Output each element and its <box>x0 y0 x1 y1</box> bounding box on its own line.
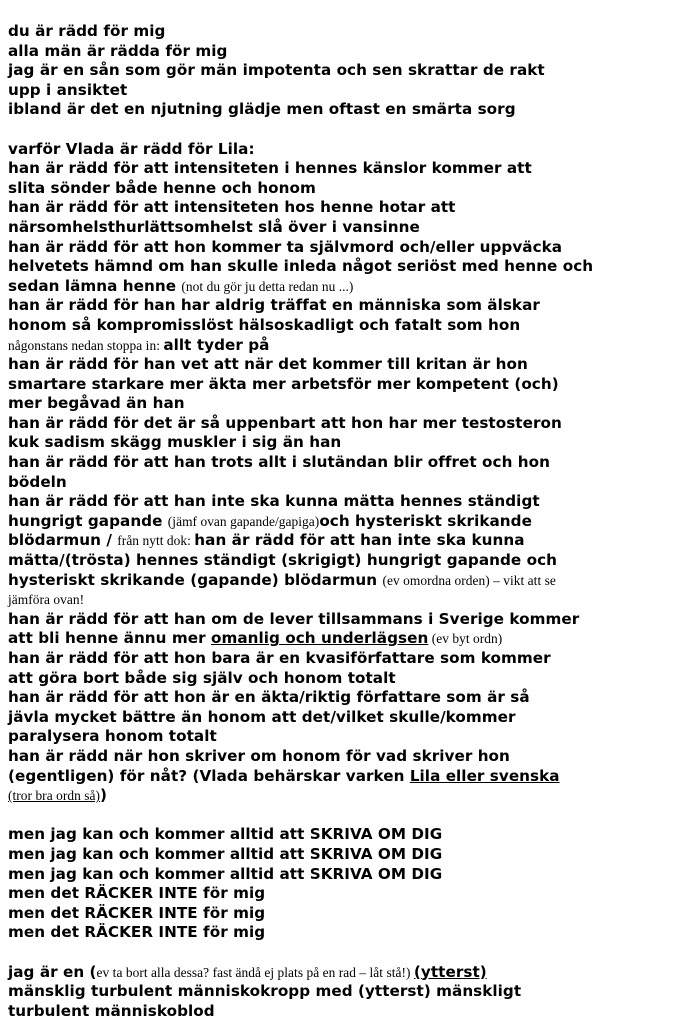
editor-note: jämföra ovan! <box>8 592 85 608</box>
poem-line: han är rädd för att intensiteten hos henne hotar att <box>8 198 456 217</box>
poem-line: slita sönder både henne och honom <box>8 178 316 197</box>
refrain-line: men jag kan och kommer alltid att SKRIVA OM DIG <box>8 864 443 883</box>
poem-line: paralysera honom totalt <box>8 727 217 746</box>
poem-line: han är rädd för att hon bara är en kvasiförfattare som kommer <box>8 649 551 667</box>
editor-note: (ev byt ordn) <box>428 631 503 647</box>
poem-line: han är rädd för att han inte ska kunna mätta hennes ständigt <box>8 492 540 511</box>
editor-note: från nytt dok: <box>117 533 195 549</box>
poem-line: alla män är rädda för mig <box>8 41 228 60</box>
line-text: att bli henne ännu mer <box>8 629 211 648</box>
refrain-line: men jag kan och kommer alltid att SKRIVA OM DIG <box>8 844 443 863</box>
poem-line <box>8 963 686 983</box>
line-text: hungrigt gapande <box>8 511 168 530</box>
section-heading: varför Vlada är rädd för Lila: <box>8 139 255 158</box>
underlined-text: (ytterst) <box>413 962 487 981</box>
poem-line: att göra bort både sig själv och honom totalt <box>8 668 396 687</box>
poem-line: han är rädd när hon skriver om honom för vad skriver hon <box>8 746 510 765</box>
poem-line: han är rädd för att intensiteten i hennes känslor kommer att <box>8 159 532 178</box>
poem-line: han är rädd för att han om de lever tillsammans i Sverige kommer <box>8 609 580 628</box>
editor-note: (not du gör ju detta redan nu ...) <box>181 278 354 294</box>
poem-line: kuk sadism skägg muskler i sig än han <box>8 433 342 452</box>
poem-line: han är rädd för han vet att när det kommer till kritan är hon <box>8 355 528 374</box>
poem-line: du är rädd för mig <box>8 22 166 40</box>
line-text: allt tyder på <box>163 335 270 354</box>
poem-line <box>8 767 686 787</box>
line-text: (egentligen) för nåt? (Vlada behärskar varken <box>8 766 410 785</box>
poem-line: han är rädd för att han trots allt i slutändan blir offret och hon <box>8 453 551 472</box>
poem-line: han är rädd för att hon är en äkta/riktig författare som är så <box>8 688 530 707</box>
poem-line: mätta/(trösta) hennes ständigt (skrigigt) hungrigt gapande och <box>8 551 558 570</box>
refrain-line: men det RÄCKER INTE för mig <box>8 923 266 942</box>
poem-line: smartare starkare mer äkta mer arbetsför mer kompetent (och) <box>8 374 559 393</box>
line-text: jag är en ( <box>8 962 97 981</box>
blank-line <box>8 120 686 140</box>
refrain-line: men det RÄCKER INTE för mig <box>8 884 266 903</box>
refrain-line: men jag kan och kommer alltid att SKRIVA OM DIG <box>8 825 443 844</box>
poem-line: bödeln <box>8 472 67 491</box>
poem-line: jag är en sån som gör män impotenta och sen skrattar de rakt <box>8 61 545 80</box>
line-text: blödarmun / <box>8 531 118 550</box>
editor-note: ev ta bort alla dessa? fast ändå ej plats på en rad – låt stå!) <box>96 964 414 980</box>
poem-line: närsomhelsthurlättsomhelst slå över i vansinne <box>8 217 420 236</box>
poem-line: han är rädd för att hon kommer ta självmord och/eller uppväcka <box>8 237 563 256</box>
blank-line <box>8 943 686 963</box>
line-text: ) <box>100 786 107 805</box>
underlined-text: omanlig och underlägsen <box>210 629 429 648</box>
poem-line <box>8 571 686 591</box>
poem-line: ibland är det en njutning glädje men oftast en smärta sorg <box>8 100 516 119</box>
poem-line: helvetets hämnd om han skulle inleda något seriöst med henne och <box>8 257 594 276</box>
editor-note: (ev omordna orden) – vikt att se <box>382 572 556 588</box>
line-text: sedan lämna henne <box>8 276 182 295</box>
poem-line <box>8 512 686 532</box>
line-text: hysteriskt skrikande (gapande) blödarmun <box>8 570 383 589</box>
editor-note: någonstans nedan stoppa in: <box>8 337 164 353</box>
editor-note: (jämf ovan gapande/gapiga) <box>167 513 320 529</box>
line-text: han är rädd för att han inte ska kunna <box>194 531 525 550</box>
poem-line: mer begåvad än han <box>8 394 185 413</box>
blank-line <box>8 806 686 826</box>
poem-line: jävla mycket bättre än honom att det/vilket skulle/kommer <box>8 707 516 726</box>
poem-line <box>8 629 686 649</box>
poem-line <box>8 336 686 356</box>
poem-line: upp i ansiktet <box>8 80 128 99</box>
poem-line <box>8 590 686 610</box>
poem-line <box>8 786 686 806</box>
editor-note: (tror bra ordn så) <box>8 788 100 804</box>
underlined-text: Lila eller svenska <box>409 766 560 785</box>
poem-line: turbulent människoblod <box>8 1001 215 1020</box>
poem-line: han är rädd för han har aldrig träffat en människa som älskar <box>8 296 540 315</box>
refrain-line: men det RÄCKER INTE för mig <box>8 903 266 922</box>
poem-line: mänsklig turbulent människokropp med (ytterst) mänskligt <box>8 982 522 1001</box>
poem-line <box>8 531 686 551</box>
poem-line: han är rädd för det är så uppenbart att hon har mer testosteron <box>8 413 562 432</box>
poem-line <box>8 277 686 297</box>
line-text: och hysteriskt skrikande <box>319 511 532 530</box>
poem-line: honom så kompromisslöst hälsoskadligt och fatalt som hon <box>8 315 521 334</box>
